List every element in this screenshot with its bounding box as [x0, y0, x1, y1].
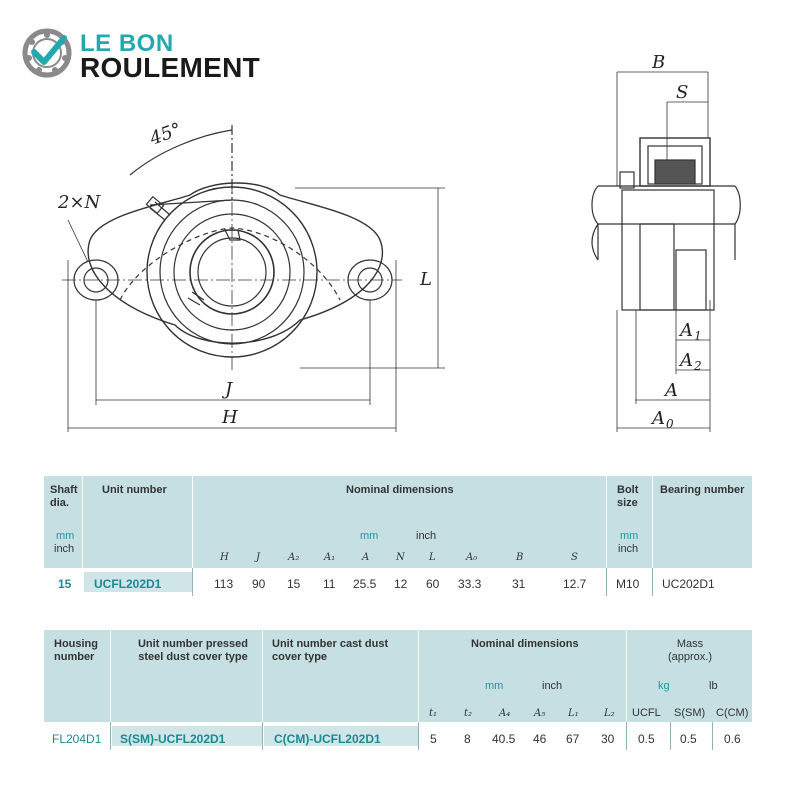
dim-A1-sub: 1: [694, 329, 702, 343]
dim-A1-label: A: [680, 320, 693, 341]
mass-col-ucfl: UCFL: [632, 707, 661, 719]
dim-L-label: L: [420, 269, 432, 290]
dim-A2-label: A: [680, 350, 693, 371]
value-t1: 5: [430, 732, 437, 746]
unit-number-value: UCFL202D1: [94, 577, 162, 591]
unit-number-header: Unit number: [102, 484, 167, 496]
symbol-H: H: [220, 552, 229, 563]
nominal-header: Nominal dimensions: [471, 638, 579, 650]
value-A0: 33.3: [458, 577, 482, 591]
symbol-t1: t₁: [429, 708, 438, 719]
value-B: 31: [512, 577, 526, 591]
mass-col-ssm: S(SM): [674, 707, 706, 719]
brand-name-line1: LE BON: [80, 30, 174, 57]
value-A: 25.5: [353, 577, 377, 591]
dim-A2-sub: 2: [694, 359, 702, 373]
cast-unit-value: C(CM)-UCFL202D1: [274, 732, 381, 746]
symbol-B: B: [516, 552, 524, 563]
housing-header: Housing number: [54, 638, 98, 663]
dim-A-label: A: [665, 380, 678, 401]
mass-ucfl-value: 0.5: [638, 732, 655, 746]
value-H: 113: [214, 577, 234, 591]
bolt-header: Bolt size: [617, 484, 639, 509]
nominal-inch-unit: inch: [416, 530, 437, 542]
angle-label: 45°: [147, 118, 185, 150]
nominal-header: Nominal dimensions: [346, 484, 454, 496]
value-t2: 8: [464, 732, 471, 746]
symbol-A2: A₂: [288, 552, 300, 563]
symbol-L: L: [429, 552, 436, 563]
mass-ccm-value: 0.6: [724, 732, 741, 746]
nominal-mm-unit: mm: [360, 530, 379, 542]
value-L2: 30: [601, 732, 615, 746]
mass-header: Mass (approx.): [667, 638, 713, 663]
bearing-value: UC202D1: [662, 577, 715, 591]
symbol-L2: L₂: [604, 708, 615, 719]
value-A4: 40.5: [492, 732, 516, 746]
dim-J-label: J: [225, 379, 233, 400]
housing-table: [44, 630, 752, 750]
mass-lb-unit: lb: [709, 680, 718, 692]
symbol-A0: A₀: [466, 552, 478, 563]
dim-B-label: B: [652, 52, 666, 73]
bolt-value: M10: [616, 577, 640, 591]
bearing-header: Bearing number: [660, 484, 745, 496]
dim-A0-label: A: [652, 408, 665, 429]
dim-H-label: H: [222, 407, 238, 428]
symbol-L1: L₁: [568, 708, 579, 719]
brand-name-line2: ROULEMENT: [80, 52, 261, 83]
dim-S-label: S: [676, 82, 689, 103]
symbol-S: S: [571, 552, 578, 563]
value-A2: 15: [287, 577, 301, 591]
shaft-header: Shaft dia.: [50, 484, 78, 509]
mass-ssm-value: 0.5: [680, 732, 697, 746]
holes-label: 2×N: [58, 192, 101, 213]
value-J: 90: [252, 577, 266, 591]
dim-A0-sub: 0: [666, 417, 674, 431]
nominal-inch-unit: inch: [542, 680, 563, 692]
symbol-A5: A₅: [534, 708, 546, 719]
unit-cast-header: Unit number cast dust cover type: [272, 638, 389, 663]
symbol-A1: A₁: [324, 552, 336, 563]
value-A5: 46: [533, 732, 547, 746]
value-S: 12.7: [563, 577, 587, 591]
mass-col-ccm: C(CM): [716, 707, 749, 719]
bolt-inch-unit: inch: [618, 543, 639, 555]
mass-kg-unit: kg: [658, 680, 670, 692]
unit-pressed-header: Unit number pressed steel dust cover type: [137, 638, 249, 663]
nominal-mm-unit: mm: [485, 680, 504, 692]
shaft-mm-unit: mm: [56, 530, 75, 542]
value-N: 12: [394, 577, 408, 591]
symbol-t2: t₂: [464, 708, 473, 719]
bolt-mm-unit: mm: [620, 530, 639, 542]
symbol-J: J: [256, 552, 261, 563]
shaft-value: 15: [58, 577, 72, 591]
pressed-unit-value: S(SM)-UCFL202D1: [120, 732, 226, 746]
housing-value: FL204D1: [52, 732, 102, 746]
value-L1: 67: [566, 732, 580, 746]
value-L: 60: [426, 577, 440, 591]
symbol-A: A: [362, 552, 370, 563]
symbol-N: N: [396, 552, 405, 563]
value-A1: 11: [323, 577, 336, 591]
dimensions-table: [44, 476, 752, 596]
shaft-inch-unit: inch: [54, 543, 75, 555]
symbol-A4: A₄: [499, 708, 511, 719]
